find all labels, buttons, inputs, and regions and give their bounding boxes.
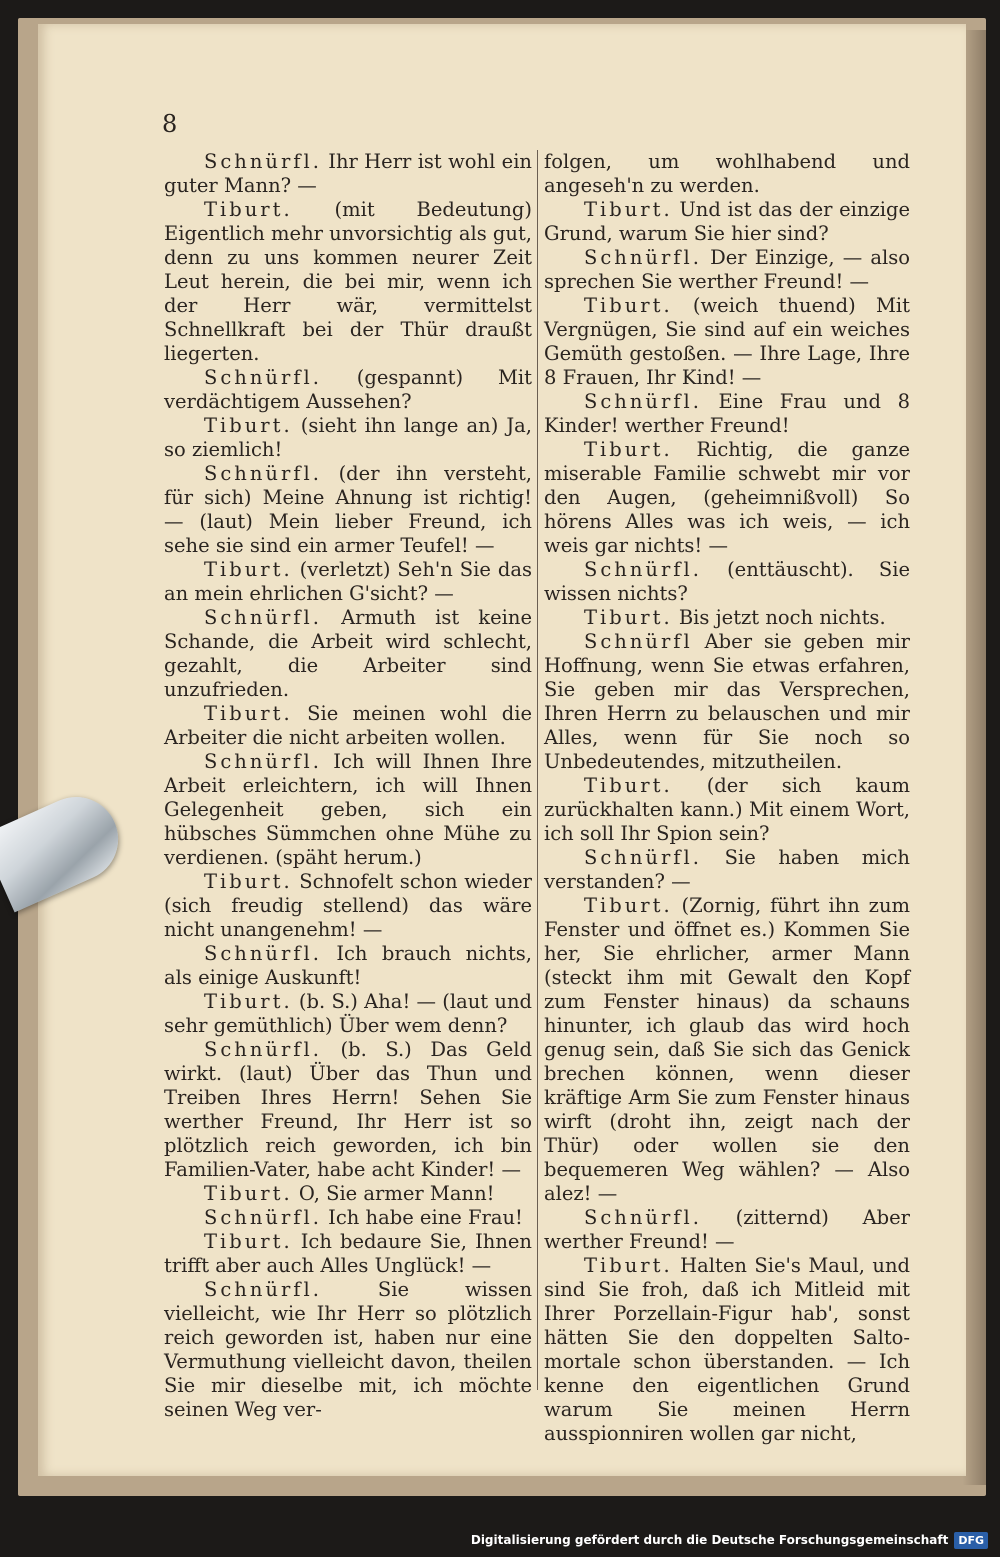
dialogue-paragraph [164, 1230, 532, 1278]
dialogue-paragraph [164, 750, 532, 870]
speaker-name: Tiburt. [584, 774, 673, 797]
dialogue-paragraph [164, 1038, 532, 1182]
dialogue-text: Richtig, die ganze miserable Familie schwebt mir vor den Augen, (geheimnißvoll) So hörens Alles was ich weis, — ich weis gar nichts! — [544, 438, 910, 557]
dialogue-paragraph [544, 606, 910, 630]
dialogue-paragraph [164, 870, 532, 942]
dialogue-text: Ich habe eine Frau! [328, 1206, 523, 1229]
column-divider [537, 150, 538, 1390]
dialogue-text: (verletzt) Seh'n Sie das an mein ehrlichen G'sicht? — [164, 558, 532, 605]
dfg-logo: DFG [954, 1532, 988, 1549]
dialogue-paragraph [164, 942, 532, 990]
speaker-name: Schnürfl. [584, 1206, 702, 1229]
dialogue-text: Armuth ist keine Schande, die Arbeit wird schlecht, gezahlt, die Arbeiter sind unzufrieden. [164, 606, 532, 701]
dialogue-text: (Zornig, führt ihn zum Fenster und öffnet es.) Kommen Sie her, Sie ehrlicher, armer Mann (steckt ihm mit Gewalt den Kopf zum Fenster hinaus) da schauns hinunter, ich glaub das wird hoch genug sein, daß Sie sich das Genick brechen können, wenn dieser kräftige Arm Sie zum Fenster hinaus wirft (droht ihn, zeigt nach der Thür) oder wollen sie den bequemeren Weg wählen? — Also alez! — [544, 894, 910, 1205]
speaker-name: Tiburt. [204, 990, 293, 1013]
dialogue-text: Halten Sie's Maul, und sind Sie froh, daß ich Mitleid mit Ihrer Porzellain-Figur hab', sonst hätten Sie den doppelten Salto-mortale schon überstanden. — Ich kenne den eigentlichen Grund warum Sie meinen Herrn ausspionniren wollen gar nicht, [544, 1254, 910, 1445]
speaker-name: Tiburt. [584, 1254, 673, 1277]
dialogue-paragraph [164, 198, 532, 366]
speaker-name: Tiburt. [584, 294, 673, 317]
speaker-name: Tiburt. [584, 198, 673, 221]
speaker-name: Schnürfl. [204, 150, 322, 173]
speaker-name: Tiburt. [204, 1230, 293, 1253]
speaker-name: Schnürfl. [204, 366, 322, 389]
dialogue-text: (b. S.) Das Geld wirkt. (laut) Über das Thun und Treiben Ihres Herrn! Sehen Sie werther Freund, Ihr Herr ist so plötzlich reich geworden, ich bin Familien-Vater, habe acht Kinder! — [164, 1038, 532, 1181]
speaker-name: Schnürfl. [584, 846, 702, 869]
dialogue-paragraph [544, 198, 910, 246]
speaker-name: Schnürfl. [204, 750, 322, 773]
page-number: 8 [162, 110, 178, 138]
speaker-name: Schnürfl. [204, 1278, 322, 1301]
digitization-credit: Digitalisierung gefördert durch die Deutsche Forschungsgemeinschaft [470, 1533, 949, 1547]
dialogue-paragraph [544, 558, 910, 606]
dialogue-paragraph [544, 774, 910, 846]
speaker-name: Schnürfl. [204, 606, 322, 629]
speaker-name: Schnürfl [584, 630, 693, 653]
dialogue-text: Ich will Ihnen Ihre Arbeit erleichtern, ich will Ihnen Gelegenheit geben, sich ein hübsches Sümmchen ohne Mühe zu verdienen. (späht herum.) [164, 750, 532, 869]
speaker-name: Schnürfl. [204, 1038, 322, 1061]
speaker-name: Schnürfl. [584, 246, 702, 269]
dialogue-text: Aber sie geben mir Hoffnung, wenn Sie etwas erfahren, Sie geben mir das Versprechen, Ihren Herrn zu belauschen und mir Alles, wenn für Sie noch so Unbedeutendes, mitzutheilen. [544, 630, 910, 773]
speaker-name: Tiburt. [204, 558, 293, 581]
dialogue-text: Bis jetzt noch nichts. [678, 606, 886, 629]
dialogue-paragraph [544, 150, 910, 198]
speaker-name: Tiburt. [584, 894, 673, 917]
dialogue-paragraph [544, 1206, 910, 1254]
dialogue-text: Eine Frau und 8 Kinder! werther Freund! [544, 390, 910, 437]
speaker-name: Tiburt. [204, 870, 293, 893]
dialogue-paragraph [164, 1182, 532, 1206]
dialogue-paragraph [164, 702, 532, 750]
dialogue-text: Und ist das der einzige Grund, warum Sie hier sind? [544, 198, 910, 245]
dialogue-text: Ihr Herr ist wohl ein guter Mann? — [164, 150, 532, 197]
speaker-name: Tiburt. [584, 606, 673, 629]
dialogue-text: Sie haben mich verstanden? — [544, 846, 910, 893]
dialogue-paragraph [544, 390, 910, 438]
dialogue-paragraph [544, 438, 910, 558]
dialogue-paragraph [164, 990, 532, 1038]
speaker-name: Tiburt. [204, 702, 293, 725]
dialogue-text: Der Einzige, — also sprechen Sie werther Freund! — [544, 246, 910, 293]
dialogue-text: (sieht ihn lange an) Ja, so ziemlich! [164, 414, 533, 461]
dialogue-paragraph [544, 1254, 910, 1446]
left-column [164, 150, 532, 1422]
dialogue-paragraph [164, 558, 532, 606]
dialogue-text: (gespannt) Mit verdächtigem Aussehen? [164, 366, 532, 413]
dialogue-text: folgen, um wohlhabend und angeseh'n zu werden. [544, 150, 910, 197]
dialogue-paragraph [544, 294, 910, 390]
right-column [544, 150, 910, 1446]
speaker-name: Tiburt. [204, 414, 293, 437]
dialogue-text: (b. S.) Aha! — (laut und sehr gemüthlich) Über wem denn? [164, 990, 532, 1037]
dialogue-paragraph [544, 894, 910, 1206]
dialogue-paragraph [164, 150, 532, 198]
dialogue-paragraph [164, 414, 532, 462]
dialogue-paragraph [544, 630, 910, 774]
dialogue-text: O, Sie armer Mann! [298, 1182, 495, 1205]
dialogue-text: Ich bedaure Sie, Ihnen trifft aber auch Alles Unglück! — [164, 1230, 532, 1277]
dialogue-text: Ich brauch nichts, als einige Auskunft! [164, 942, 533, 989]
dialogue-text: (der ihn versteht, für sich) Meine Ahnung ist richtig! — (laut) Mein lieber Freund, ich sehe sie sind ein armer Teufel! — [164, 462, 533, 557]
dialogue-text: (weich thuend) Mit Vergnügen, Sie sind auf ein weiches Gemüth gestoßen. — Ihre Lage, Ihre 8 Frauen, Ihr Kind! — [544, 294, 911, 389]
dialogue-text: (der sich kaum zurückhalten kann.) Mit einem Wort, ich soll Ihr Spion sein? [544, 774, 910, 845]
dialogue-text: Sie meinen wohl die Arbeiter die nicht arbeiten wollen. [164, 702, 532, 749]
dialogue-paragraph [164, 366, 532, 414]
dialogue-paragraph [164, 462, 532, 558]
dialogue-text: (enttäuscht). Sie wissen nichts? [544, 558, 911, 605]
speaker-name: Tiburt. [584, 438, 673, 461]
footer [471, 1529, 988, 1551]
dialogue-text: Schnofelt schon wieder (sich freudig stellend) das wäre nicht unangenehm! — [164, 870, 533, 941]
dialogue-text: (mit Bedeutung) Eigentlich mehr unvorsichtig als gut, denn zu uns kommen neurer Zeit Leut herein, die bei mir, wenn ich der Herr wär, vermittelst Schnellkraft bei der Thür draußt liegerten. [164, 198, 532, 365]
speaker-name: Schnürfl. [584, 390, 702, 413]
speaker-name: Schnürfl. [204, 942, 322, 965]
dialogue-paragraph [544, 246, 910, 294]
dialogue-text: Sie wissen vielleicht, wie Ihr Herr so plötzlich reich geworden ist, haben nur eine Vermuthung vielleicht davon, theilen Sie mir dieselbe mit, ich möchte seinen Weg ver- [164, 1278, 533, 1421]
speaker-name: Schnürfl. [584, 558, 702, 581]
dialogue-paragraph [164, 1206, 532, 1230]
speaker-name: Tiburt. [204, 198, 293, 221]
speaker-name: Schnürfl. [204, 462, 322, 485]
speaker-name: Tiburt. [204, 1182, 293, 1205]
dialogue-paragraph [544, 846, 910, 894]
dialogue-paragraph [164, 606, 532, 702]
dialogue-paragraph [164, 1278, 532, 1422]
speaker-name: Schnürfl. [204, 1206, 322, 1229]
dialogue-text: (zitternd) Aber werther Freund! — [544, 1206, 910, 1253]
